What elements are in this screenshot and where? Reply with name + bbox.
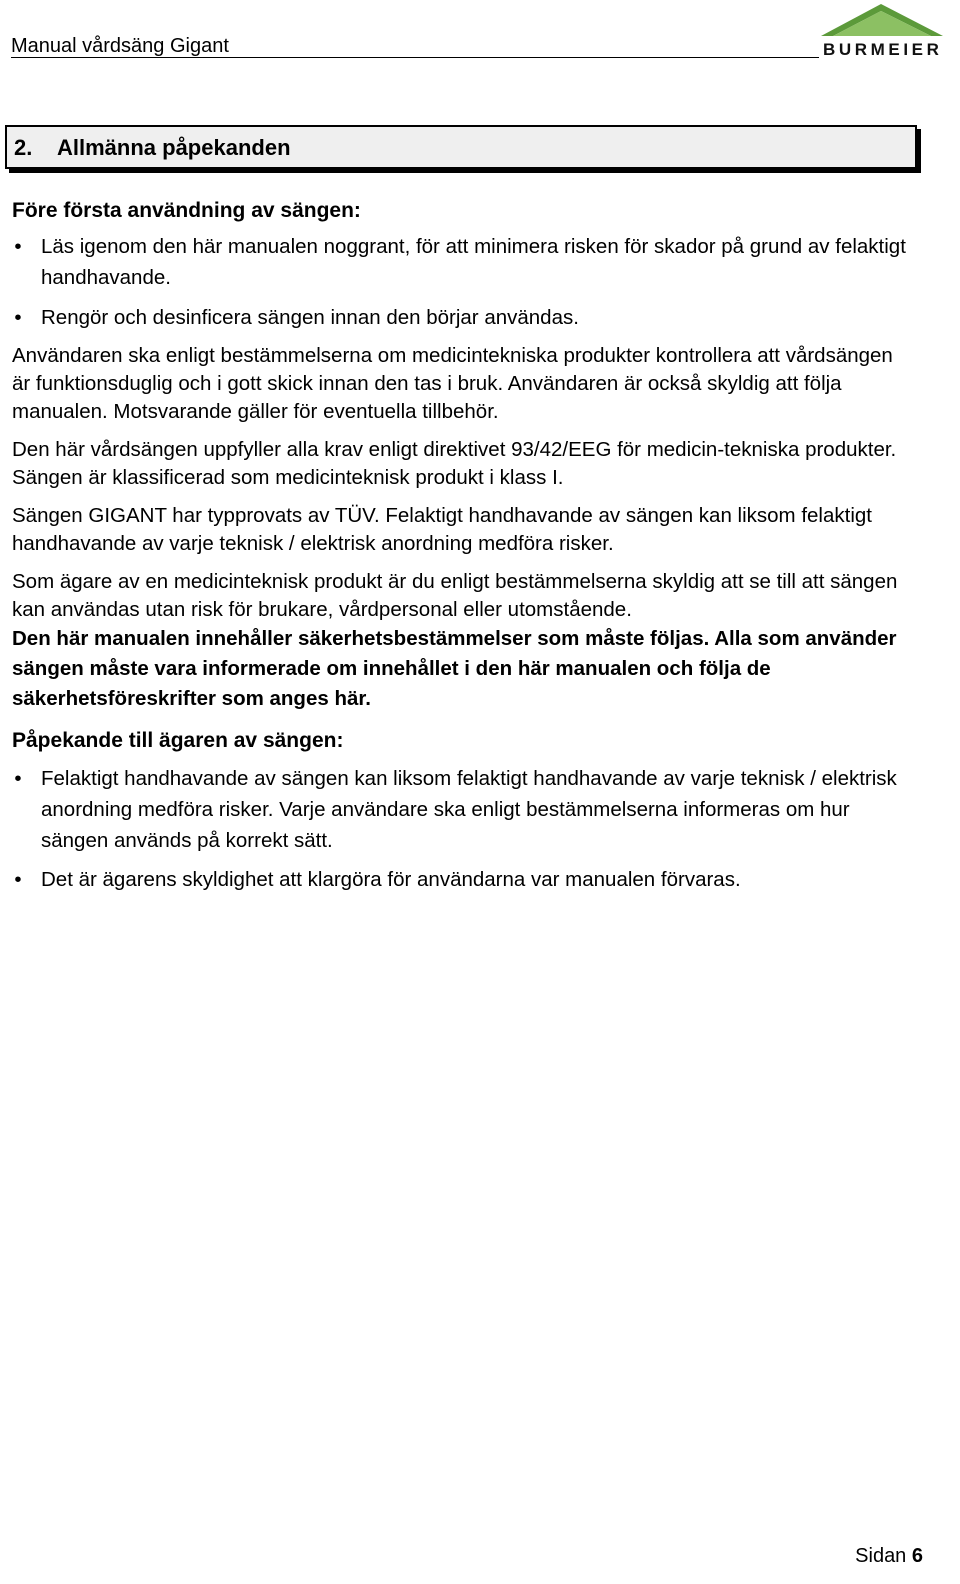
page-footer [855, 1545, 923, 1568]
section-number: 2. [14, 135, 33, 160]
bullet-icon: • [14, 306, 22, 329]
section-heading [5, 125, 917, 169]
owner-notes-list [12, 763, 912, 894]
list-item-text: Läs igenom den här manualen noggrant, för att minimera risken för skador på grund av felaktigt handhavande. [41, 235, 906, 289]
bullet-icon: • [14, 868, 22, 891]
paragraph-owner: Som ägare av en medicinteknisk produkt är du enligt bestämmelserna skyldig att se till att sängen kan användas utan risk för brukare, vårdpersonal eller utomstående. [12, 570, 898, 621]
list-item-text: Felaktigt handhavande av sängen kan liksom felaktigt handhavande av varje teknisk / elektrisk anordning medföra risker. Varje användare ska enligt bestämmelserna informeras om hur sängen används på korrekt sätt. [41, 767, 897, 852]
paragraph-safety: Den här manualen innehåller säkerhetsbestämmelser som måste följas. Alla som använder sängen måste vara informerade om innehållet i den här manualen och följa de säkerhetsföreskrifter som anges här. [12, 627, 897, 710]
list-item-text: Det är ägarens skyldighet att klargöra för användarna var manualen förvaras. [41, 868, 741, 891]
paragraph-tuv: Sängen GIGANT har typprovats av TÜV. Felaktigt handhavande av sängen kan liksom felaktigt handhavande av varje teknisk / elektrisk anordning medföra risker. [12, 504, 872, 555]
bullet-icon: • [14, 767, 22, 790]
list-item [12, 866, 912, 894]
bullet-icon: • [14, 235, 22, 258]
main-content [12, 196, 912, 894]
list-item [12, 304, 912, 332]
before-use-list [12, 231, 912, 332]
owner-notes-heading: Påpekande till ägaren av sängen: [12, 729, 344, 752]
list-item [12, 763, 912, 856]
logo-text: BURMEIER [823, 40, 943, 59]
section-title: Allmänna påpekanden [57, 135, 291, 160]
logo-roof-icon [809, 2, 955, 42]
list-item-text: Rengör och desinficera sängen innan den börjar användas. [41, 306, 579, 329]
page-header [11, 0, 955, 62]
list-item [12, 231, 912, 293]
burmeier-logo [809, 2, 955, 60]
paragraph-directive: Den här vårdsängen uppfyller alla krav enligt direktivet 93/42/EEG för medicin-tekniska produkter. Sängen är klassificerad som medicinteknisk produkt i klass I. [12, 438, 897, 489]
header-rule [11, 57, 819, 58]
before-use-heading: Före första användning av sängen: [12, 199, 361, 222]
page-number: 6 [911, 1545, 923, 1567]
page-label: Sidan [855, 1545, 907, 1567]
paragraph-check: Användaren ska enligt bestämmelserna om medicintekniska produkter kontrollera att vårdsängen är funktionsduglig och i gott skick innan den tas i bruk. Användaren är också skyldig att följa manualen. Motsvarande gäller för eventuella tillbehör. [12, 344, 893, 423]
document-title: Manual vårdsäng Gigant [11, 35, 229, 57]
